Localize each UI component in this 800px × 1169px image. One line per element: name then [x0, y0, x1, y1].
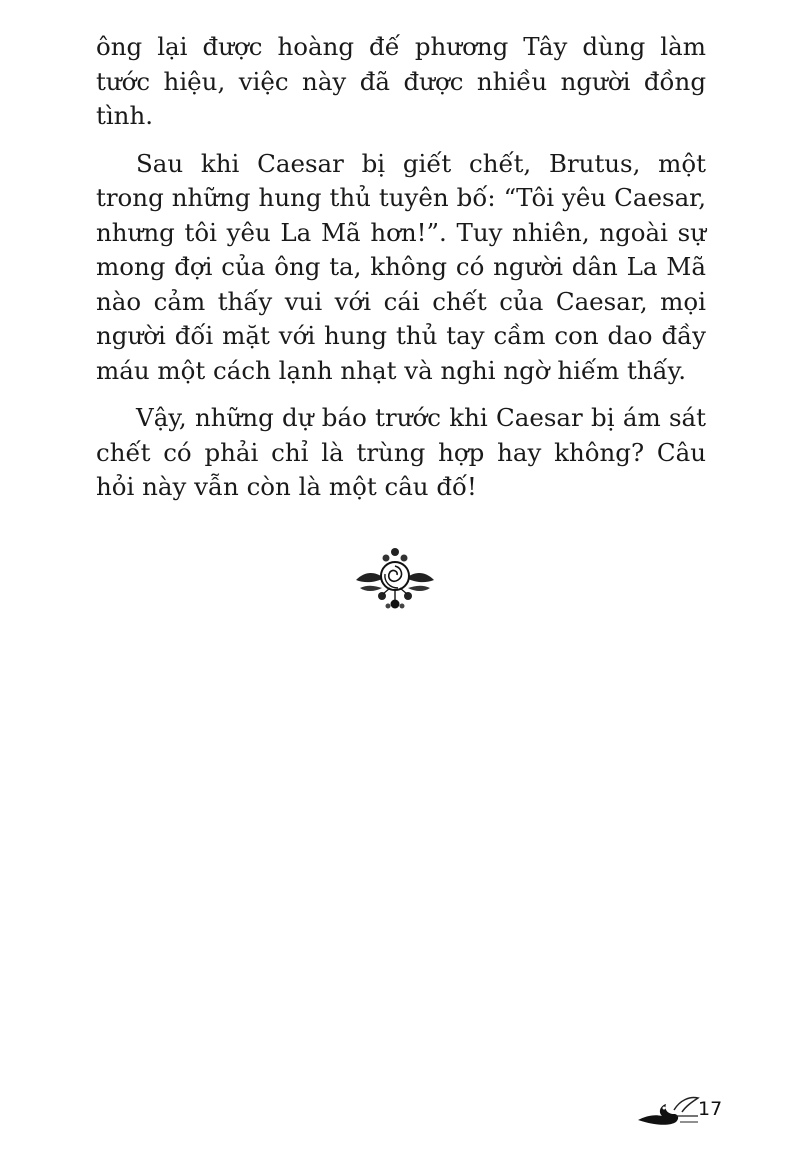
decorative-bird-icon	[636, 1092, 700, 1128]
paragraph-1: ông lại được hoàng đế phương Tây dùng làm tước hiệu, việc này đã được nhiều người đồng tình.	[96, 32, 706, 130]
paragraph-3: Vậy, những dự báo trước khi Caesar bị ám sát chết có phải chỉ là trùng hợp hay không? Câu hỏi này vẫn còn là một câu đố!	[96, 403, 706, 501]
rose-flourish-icon	[352, 544, 438, 614]
body-text	[96, 30, 706, 518]
paragraph-2: Sau khi Caesar bị giết chết, Brutus, một trong những hung thủ tuyên bố: “Tôi yêu Caesar, nhưng tôi yêu La Mã hơn!”. Tuy nhiên, ngoài sự mong đợi của ông ta, không có người dân La Mã nào cảm thấy vui với cái chết của Caesar, mọi người đối mặt với hung thủ tay cầm con dao đầy máu một cách lạnh nhạt và nghi ngờ hiếm thấy.	[96, 148, 706, 385]
page-number: 17	[698, 1098, 723, 1120]
page-footer	[636, 1092, 736, 1132]
